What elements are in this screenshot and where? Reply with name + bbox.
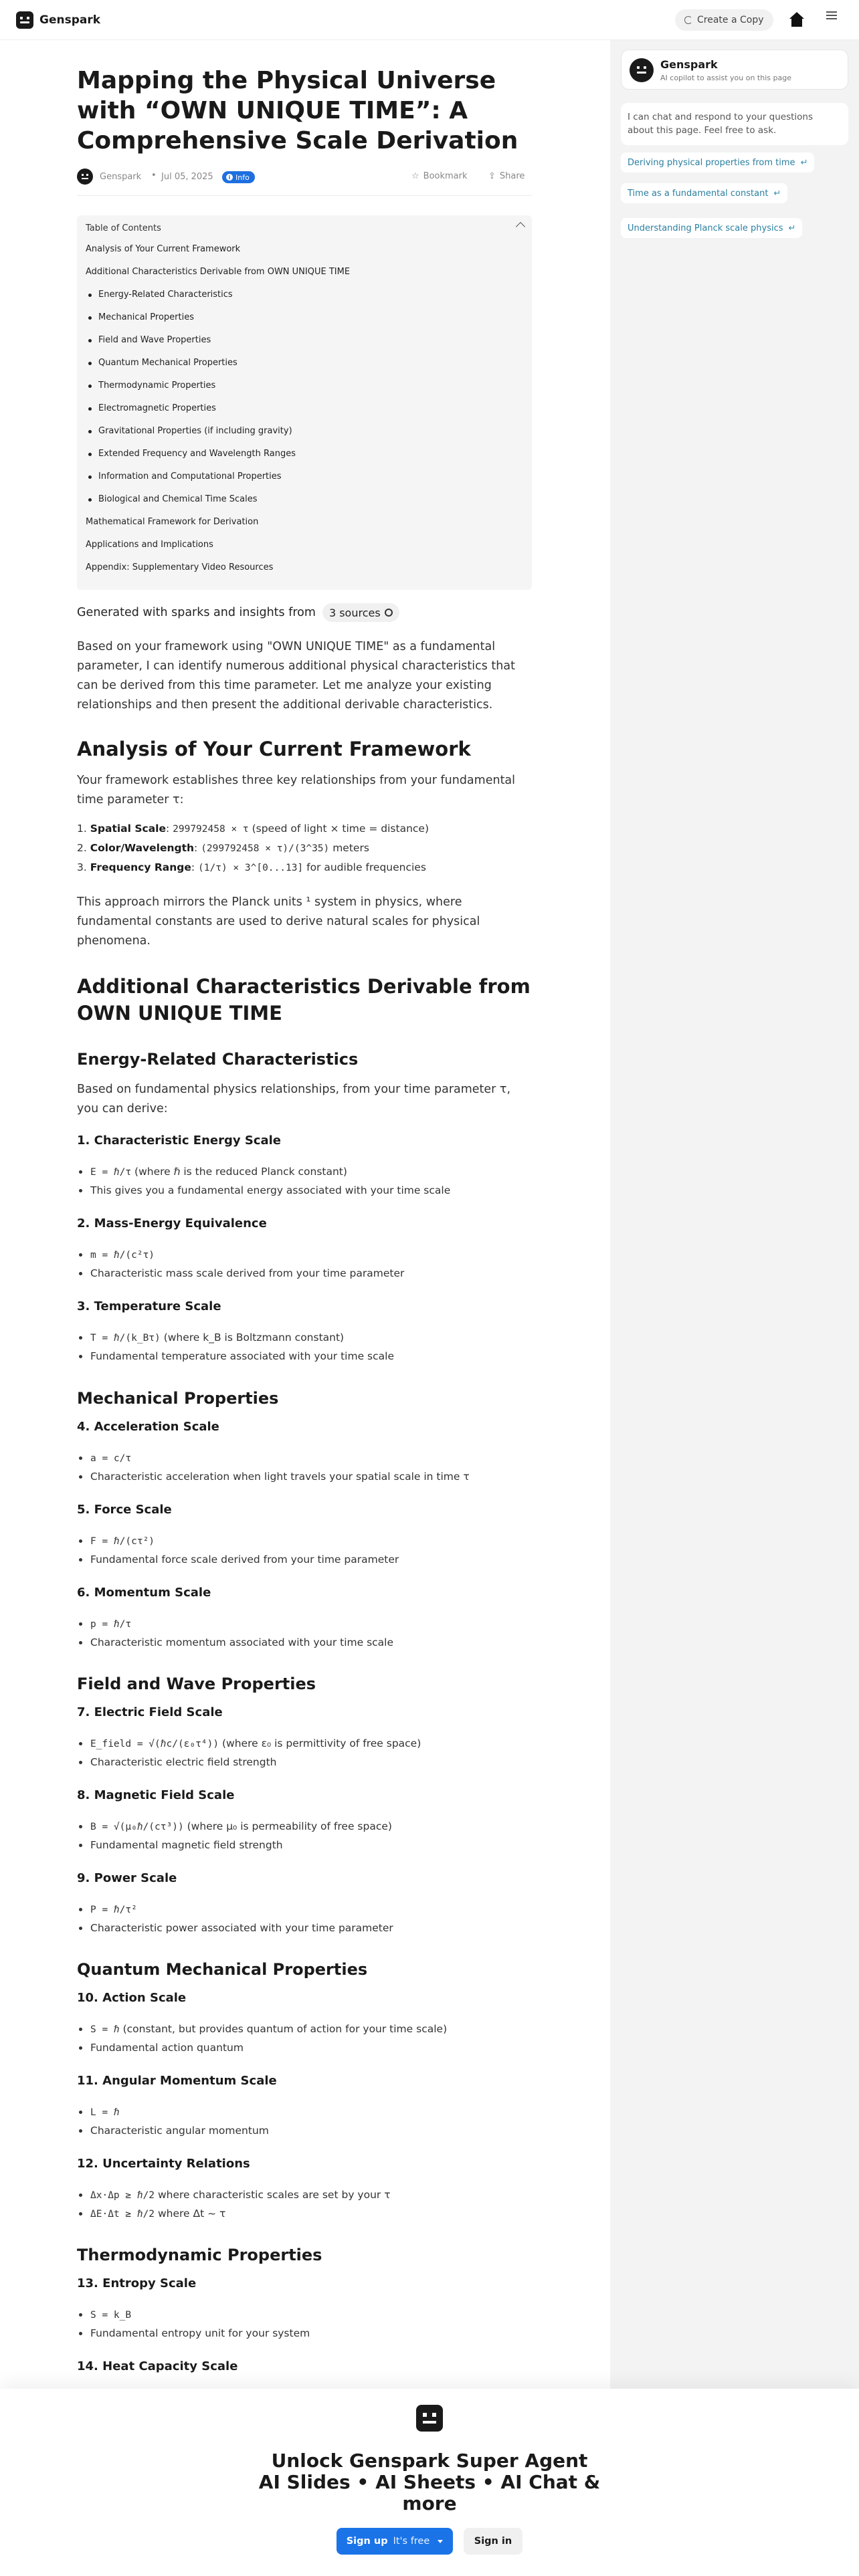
item-heading: 1. Characteristic Energy Scale: [77, 1134, 282, 1148]
toc-link[interactable]: Mechanical Properties: [98, 312, 194, 322]
item-heading: 14. Heat Capacity Scale: [77, 2359, 238, 2373]
formula-line: F = ℏ/(cτ²): [77, 1533, 532, 1549]
formula-line: B = √(μ₀ℏ/(cτ³)) (where μ₀ is permeability of free space): [77, 1818, 532, 1835]
description-line: Fundamental action quantum: [77, 2040, 532, 2056]
subsection-heading: Quantum Mechanical Properties: [77, 1960, 368, 1979]
item-heading: 9. Power Scale: [77, 1871, 177, 1885]
return-icon: ↵: [800, 157, 808, 168]
planck-note: This approach mirrors the Planck units ¹ system in physics, where fundamental constants are used to derive natural scales for physical phenomena.: [77, 895, 480, 948]
section-heading: Analysis of Your Current Framework: [77, 738, 471, 760]
formula-line: S = k_B: [77, 2306, 532, 2323]
chevron-up-icon[interactable]: [516, 222, 525, 231]
toc-link[interactable]: Applications and Implications: [86, 540, 213, 550]
formula-line: P = ℏ/τ²: [77, 1901, 532, 1918]
publish-date: Jul 05, 2025: [161, 172, 213, 182]
search-icon: [385, 609, 393, 617]
item-heading: 11. Angular Momentum Scale: [77, 2074, 277, 2088]
overlay-title: Unlock Genspark Super Agent: [271, 2450, 588, 2472]
description-line: Fundamental entropy unit for your system: [77, 2325, 532, 2341]
suggestion-label: Time as a fundamental constant: [628, 188, 769, 199]
energy-intro: Based on fundamental physics relationships, from your time parameter τ, you can derive:: [77, 1083, 511, 1115]
item-heading: 12. Uncertainty Relations: [77, 2157, 250, 2171]
signin-button[interactable]: Sign in: [464, 2528, 522, 2555]
copilot-intro-message: I can chat and respond to your questions about this page. Feel free to ask.: [621, 103, 848, 145]
description-line: Fundamental magnetic field strength: [77, 1837, 532, 1853]
intro-paragraph: Based on your framework using "OWN UNIQUE TIME" as a fundamental parameter, I can identify numerous additional physical characteristics that can be derived from this time parameter. Let me analyze your existing relationships and then present the additional derivable characteristics.: [77, 640, 515, 712]
create-copy-label: Create a Copy: [697, 15, 764, 25]
copy-icon: [684, 16, 692, 24]
copilot-name: Genspark: [660, 58, 718, 71]
toc-link[interactable]: Gravitational Properties (if including gravity): [98, 426, 292, 436]
item-heading: 4. Acceleration Scale: [77, 1420, 219, 1434]
bookmark-button[interactable]: [411, 171, 468, 181]
info-icon: i: [226, 174, 233, 181]
signup-overlay: [0, 2389, 859, 2576]
meta-separator: •: [151, 171, 157, 181]
toc-heading: Table of Contents: [86, 223, 161, 233]
subsection-heading: Energy-Related Characteristics: [77, 1050, 359, 1069]
info-badge[interactable]: [222, 171, 255, 183]
toc-link[interactable]: Electromagnetic Properties: [98, 403, 216, 413]
article-meta: [77, 169, 532, 186]
framework-item: 2. Color/Wavelength: (299792458 × τ)/(3^35) meters: [77, 842, 369, 854]
brand[interactable]: [16, 11, 100, 29]
signup-label: Sign up: [346, 2536, 388, 2547]
suggestion-chip[interactable]: [621, 183, 787, 203]
toc-link[interactable]: Additional Characteristics Derivable from OWN UNIQUE TIME: [86, 267, 351, 277]
item-heading: 8. Magnetic Field Scale: [77, 1788, 235, 1802]
overlay-subtitle: AI Slides • AI Sheets • AI Chat &: [258, 2471, 601, 2493]
table-of-contents: [77, 215, 532, 590]
item-heading: 3. Temperature Scale: [77, 1299, 221, 1313]
return-icon: ↵: [788, 223, 796, 233]
description-line: Fundamental force scale derived from your time parameter: [77, 1551, 532, 1568]
suggestion-label: Deriving physical properties from time: [628, 157, 795, 168]
description-line: Characteristic electric field strength: [77, 1754, 532, 1770]
toc-link[interactable]: Quantum Mechanical Properties: [98, 358, 237, 368]
copilot-subtitle: AI copilot to assist you on this page: [660, 74, 791, 82]
suggestion-chip[interactable]: [621, 218, 802, 238]
formula-line: m = ℏ/(c²τ): [77, 1247, 532, 1263]
framework-item: 3. Frequency Range: (1/τ) × 3^[0...13] for audible frequencies: [77, 861, 426, 873]
suggestion-label: Understanding Planck scale physics: [628, 223, 783, 233]
formula-line: ΔE·Δt ≥ ℏ/2 where Δt ~ τ: [77, 2206, 532, 2222]
divider: [77, 195, 532, 196]
toc-link[interactable]: Information and Computational Properties: [98, 471, 282, 481]
genspark-logo-icon: [16, 11, 33, 29]
sources-count: 3 sources: [328, 606, 381, 619]
subsection-heading: Thermodynamic Properties: [77, 2246, 322, 2264]
info-badge-label: Info: [235, 173, 250, 182]
sources-line: [77, 603, 399, 622]
item-heading: 6. Momentum Scale: [77, 1586, 211, 1600]
overlay-subtitle: more: [402, 2492, 457, 2514]
genspark-logo-icon: [416, 2405, 443, 2432]
toc-link[interactable]: Energy-Related Characteristics: [98, 290, 233, 300]
section-heading: Additional Characteristics Derivable from OWN UNIQUE TIME: [77, 975, 531, 1025]
author-avatar: [77, 169, 93, 185]
subsection-heading: Field and Wave Properties: [77, 1675, 316, 1693]
description-line: Characteristic power associated with your time parameter: [77, 1920, 532, 1936]
description-line: Characteristic mass scale derived from your time parameter: [77, 1265, 532, 1281]
item-heading: 2. Mass-Energy Equivalence: [77, 1216, 267, 1230]
framework-intro: Your framework establishes three key relationships from your fundamental time parameter τ:: [77, 774, 516, 807]
formula-line: E_field = √(ℏc/(ε₀τ⁴)) (where ε₀ is permittivity of free space): [77, 1735, 532, 1752]
star-icon: ☆: [411, 171, 419, 181]
top-bar: [0, 0, 859, 40]
description-line: Characteristic angular momentum: [77, 2123, 532, 2139]
toc-link[interactable]: Extended Frequency and Wavelength Ranges: [98, 449, 296, 459]
sources-button[interactable]: [322, 603, 399, 622]
page-title: Mapping the Physical Universe with “OWN UNIQUE TIME”: A Comprehensive Scale Derivation: [77, 67, 518, 154]
formula-line: L = ℏ: [77, 2104, 532, 2121]
toc-link[interactable]: Thermodynamic Properties: [98, 381, 216, 391]
copilot-panel: [610, 40, 859, 2389]
share-label: Share: [499, 171, 525, 181]
sources-prefix: Generated with sparks and insights from: [77, 606, 316, 619]
item-heading: 5. Force Scale: [77, 1503, 172, 1517]
home-icon[interactable]: [787, 11, 807, 29]
author-name[interactable]: Genspark: [100, 172, 142, 182]
bookmark-label: Bookmark: [423, 171, 468, 181]
formula-line: T = ℏ/(k_Bτ) (where k_B is Boltzmann constant): [77, 1329, 532, 1346]
share-button[interactable]: [488, 171, 524, 181]
subsection-heading: Mechanical Properties: [77, 1389, 279, 1408]
item-heading: 10. Action Scale: [77, 1991, 187, 2005]
menu-icon[interactable]: [824, 9, 839, 23]
chevron-down-icon: [438, 2540, 443, 2543]
toc-link[interactable]: Appendix: Supplementary Video Resources: [86, 562, 274, 572]
signup-button[interactable]: [337, 2528, 453, 2555]
formula-line: Δx·Δp ≥ ℏ/2 where characteristic scales are set by your τ: [77, 2187, 532, 2204]
framework-item: 1. Spatial Scale: 299792458 × τ (speed of light × time = distance): [77, 823, 430, 835]
create-copy-button[interactable]: [675, 9, 773, 31]
formula-line: a = c/τ: [77, 1450, 532, 1467]
description-line: Fundamental temperature associated with your time scale: [77, 1348, 532, 1364]
description-line: Characteristic acceleration when light travels your spatial scale in time τ: [77, 1469, 532, 1485]
toc-link[interactable]: Biological and Chemical Time Scales: [98, 494, 258, 504]
toc-link[interactable]: Analysis of Your Current Framework: [86, 244, 241, 254]
copilot-avatar-icon: [630, 58, 654, 82]
copilot-header: [621, 49, 848, 90]
item-heading: 13. Entropy Scale: [77, 2276, 197, 2290]
brand-name: Genspark: [39, 13, 101, 27]
toc-link[interactable]: Mathematical Framework for Derivation: [86, 517, 259, 527]
formula-line: E = ℏ/τ (where ℏ is the reduced Planck constant): [77, 1164, 532, 1180]
suggestion-chip[interactable]: [621, 152, 814, 173]
share-icon: ⇪: [488, 171, 496, 181]
description-line: This gives you a fundamental energy associated with your time scale: [77, 1182, 532, 1198]
return-icon: ↵: [773, 188, 781, 199]
formula-line: S = ℏ (constant, but provides quantum of action for your time scale): [77, 2021, 532, 2038]
description-line: Characteristic momentum associated with your time scale: [77, 1634, 532, 1650]
item-heading: 7. Electric Field Scale: [77, 1705, 223, 1719]
toc-link[interactable]: Field and Wave Properties: [98, 335, 211, 345]
signup-free-label: It's free: [393, 2536, 430, 2547]
formula-line: p = ℏ/τ: [77, 1616, 532, 1632]
